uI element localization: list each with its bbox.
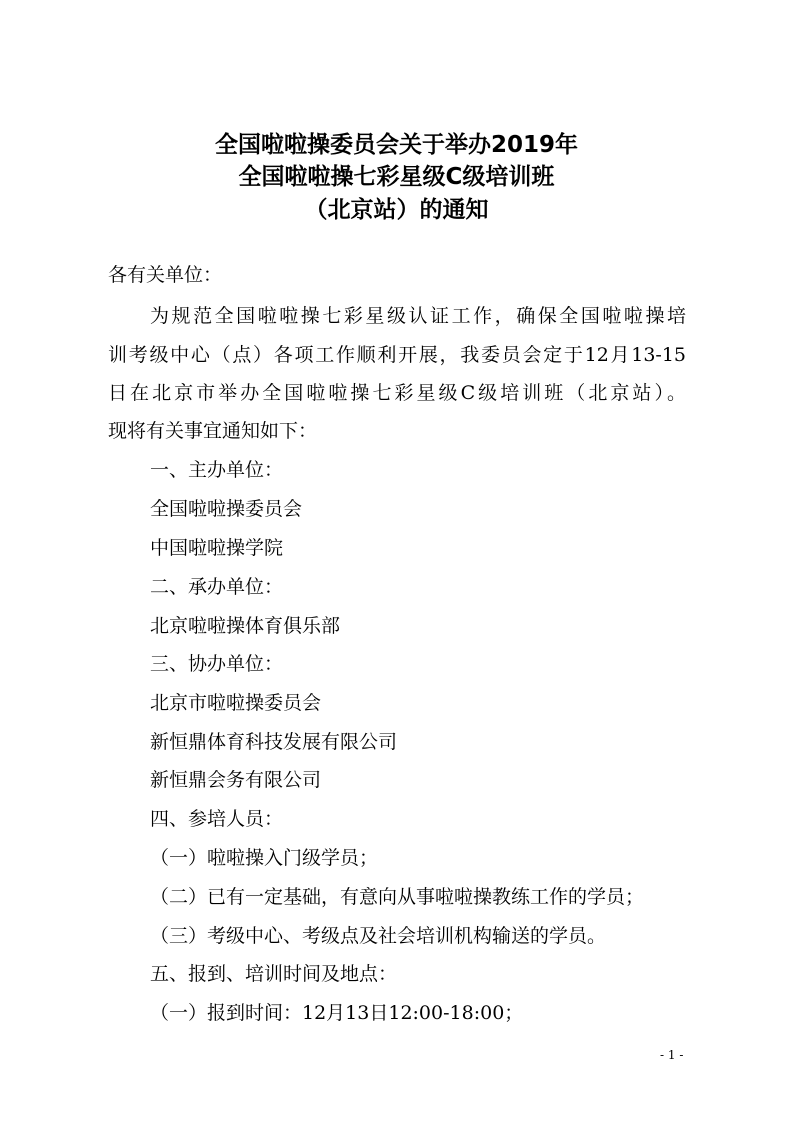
intro-line-3: 日在北京市举办全国啦啦操七彩星级C级培训班（北京站）。 (108, 382, 686, 404)
section-heading-participants: 四、参培人员： (150, 808, 284, 830)
co-organizer-item-2: 新恒鼎体育科技发展有限公司 (150, 731, 398, 753)
section-heading-time: 五、报到、培训时间及地点： (150, 963, 398, 985)
title-line-3: （北京站）的通知 (304, 197, 489, 223)
section-heading-host: 一、主办单位： (150, 459, 284, 481)
intro-line-4: 现将有关事宜通知如下： (108, 420, 318, 442)
participants-item-2: （二）已有一定基础，有意向从事啦啦操教练工作的学员； (150, 886, 645, 908)
participants-item-3: （三）考级中心、考级点及社会培训机构输送的学员。 (150, 925, 607, 947)
section-heading-organizer: 二、承办单位： (150, 576, 284, 598)
salutation: 各有关单位： (108, 264, 223, 286)
co-organizer-item-3: 新恒鼎会务有限公司 (150, 769, 322, 791)
host-item-1: 全国啦啦操委员会 (150, 498, 303, 520)
intro-line-2: 训考级中心（点）各项工作顺利开展，我委员会定于12月13-15 (108, 344, 686, 366)
co-organizer-item-1: 北京市啦啦操委员会 (150, 692, 322, 714)
host-item-2: 中国啦啦操学院 (150, 537, 284, 559)
title-line-2: 全国啦啦操七彩星级C级培训班 (238, 164, 555, 190)
time-item-1: （一）报到时间：12月13日12:00-18:00； (150, 1002, 524, 1024)
participants-item-1: （一）啦啦操入门级学员； (150, 847, 379, 869)
title-line-1: 全国啦啦操委员会关于举办2019年 (214, 132, 578, 158)
intro-line-1: 为规范全国啦啦操七彩星级认证工作，确保全国啦啦操培 (150, 305, 686, 327)
organizer-item-1: 北京啦啦操体育俱乐部 (150, 615, 341, 637)
section-heading-co-organizer: 三、协办单位： (150, 653, 284, 675)
page-number: - 1 - (660, 1048, 684, 1062)
